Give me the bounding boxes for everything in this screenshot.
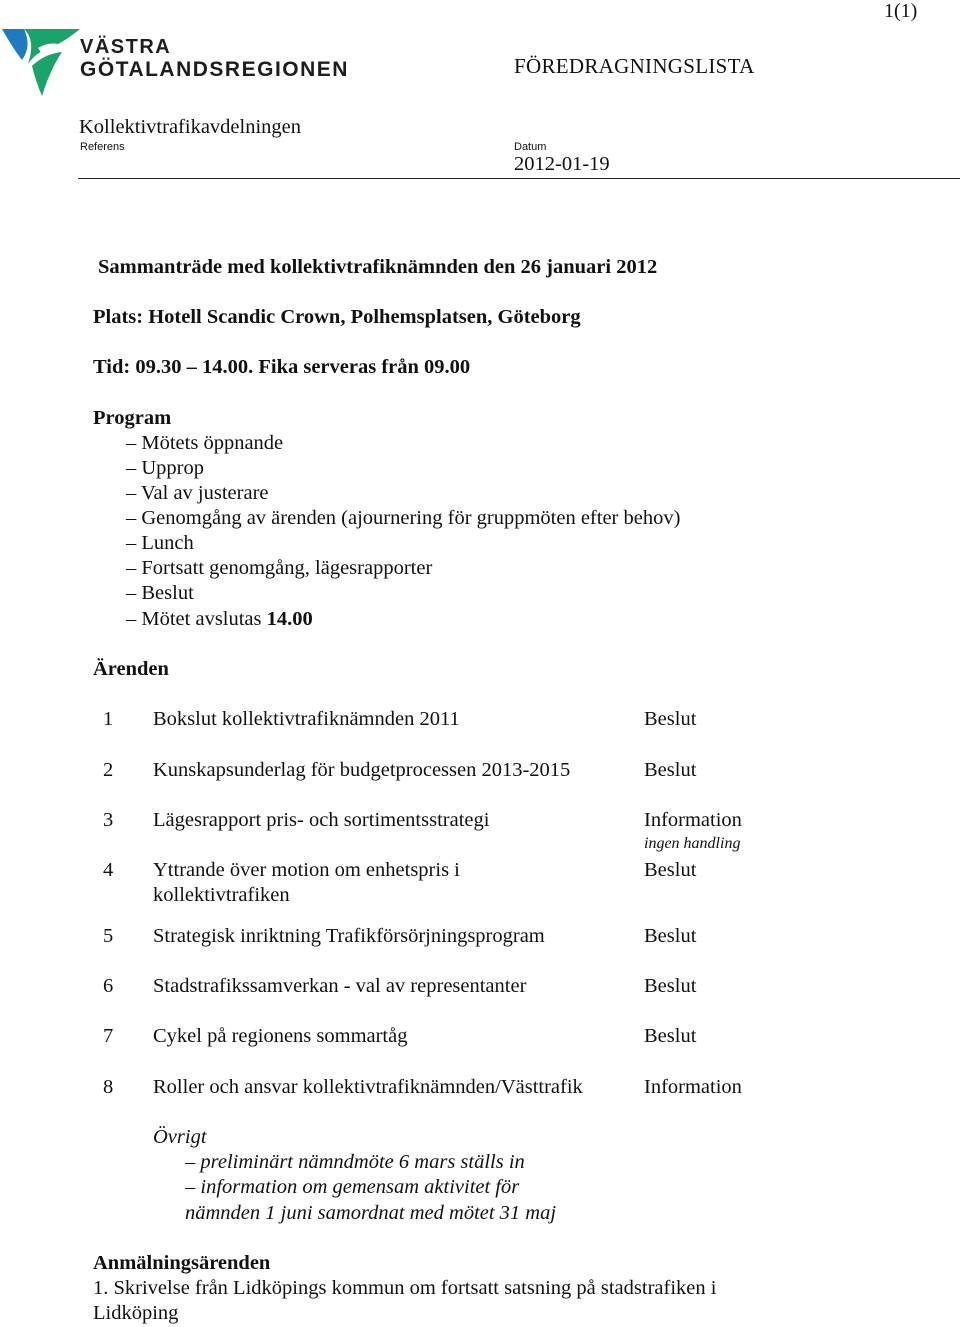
anmalningsarende-line: 1. Skrivelse från Lidköpings kommun om fortsatt satsning på stadstrafiken i [93, 1277, 717, 1299]
item-type: Beslut [644, 975, 697, 997]
item-number: 6 [103, 975, 114, 997]
item-type: Information [644, 1076, 742, 1098]
item-number: 5 [103, 925, 114, 947]
item-title: Bokslut kollektivtrafiknämnden 2011 [153, 708, 460, 730]
ovrigt-heading: Övrigt [153, 1126, 207, 1148]
item-number: 3 [103, 809, 114, 831]
ovrigt-line: – information om gemensam aktivitet för [185, 1176, 520, 1198]
logo-text-line1: VÄSTRA [80, 36, 172, 58]
item-type: Beslut [644, 859, 697, 881]
item-number: 2 [103, 759, 114, 781]
arenden-heading: Ärenden [93, 658, 169, 680]
meeting-place: Plats: Hotell Scandic Crown, Polhemsplatsen, Göteborg [93, 306, 581, 328]
item-type: Beslut [644, 1025, 697, 1047]
program-item: – Beslut [126, 582, 194, 604]
program-heading: Program [93, 407, 172, 429]
program-item: – Lunch [126, 532, 194, 554]
page-number: 1(1) [884, 0, 918, 22]
item-title: Strategisk inriktning Trafikförsörjningsprogram [153, 925, 545, 947]
header-divider [78, 178, 960, 179]
date-label: Datum [514, 141, 547, 153]
program-item: – Fortsatt genomgång, lägesrapporter [126, 557, 433, 579]
item-title: Cykel på regionens sommartåg [153, 1025, 408, 1047]
program-item: – Upprop [126, 457, 205, 479]
item-title: Kunskapsunderlag för budgetprocessen 2013-2015 [153, 759, 571, 781]
meeting-title: Sammanträde med kollektivtrafiknämnden den 26 januari 2012 [98, 256, 658, 278]
item-title-continued: kollektivtrafiken [153, 884, 290, 906]
program-item: – Val av justerare [126, 482, 269, 504]
region-logo-mark-icon [2, 26, 82, 98]
department: Kollektivtrafikavdelningen [79, 116, 302, 138]
reference-label: Referens [80, 141, 125, 153]
meeting-time: Tid: 09.30 – 14.00. Fika serveras från 09.00 [93, 356, 471, 378]
item-number: 8 [103, 1076, 114, 1098]
document-type: FÖREDRAGNINGSLISTA [514, 54, 755, 78]
item-type: Beslut [644, 759, 697, 781]
program-item: – Genomgång av ärenden (ajournering för gruppmöten efter behov) [126, 507, 681, 529]
item-number: 4 [103, 859, 114, 881]
ovrigt-line: nämnden 1 juni samordnat med mötet 31 maj [185, 1202, 557, 1224]
item-note: ingen handling [644, 835, 741, 852]
item-title: Yttrande över motion om enhetspris i [153, 859, 460, 881]
item-title: Lägesrapport pris- och sortimentsstrategi [153, 809, 490, 831]
ovrigt-line: – preliminärt nämndmöte 6 mars ställs in [185, 1151, 525, 1173]
item-number: 1 [103, 708, 114, 730]
program-item: – Mötets öppnande [126, 432, 284, 454]
anmalningsarenden-heading: Anmälningsärenden [93, 1252, 271, 1274]
program-item-closing [126, 608, 313, 631]
item-type: Beslut [644, 925, 697, 947]
date-value: 2012-01-19 [514, 153, 610, 175]
program-closing-text: – Mötet avslutas [126, 608, 267, 630]
item-title: Stadstrafikssamverkan - val av representanter [153, 975, 527, 997]
item-type: Information [644, 809, 742, 831]
logo-text-line2: GÖTALANDSREGIONEN [80, 58, 349, 81]
item-type: Beslut [644, 708, 697, 730]
anmalningsarende-line-continued: Lidköping [93, 1302, 179, 1324]
item-title: Roller och ansvar kollektivtrafiknämnden/Västtrafik [153, 1076, 583, 1098]
vastra-gotalandsregionen-logo [2, 26, 349, 98]
program-closing-time: 14.00 [266, 608, 313, 630]
item-number: 7 [103, 1025, 114, 1047]
